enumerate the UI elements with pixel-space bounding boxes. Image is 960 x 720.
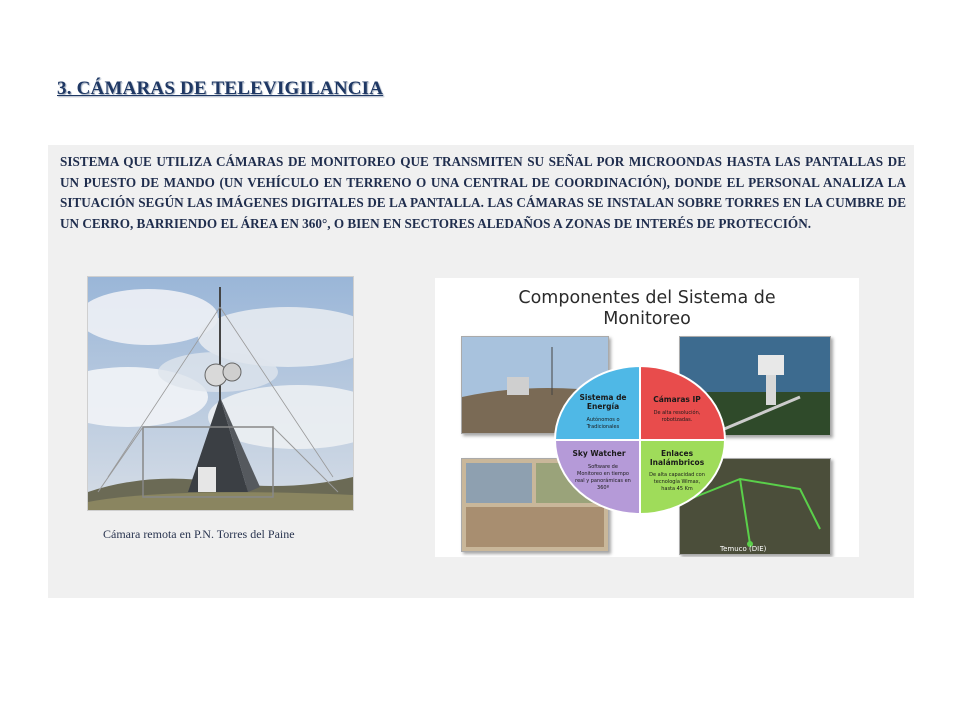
skywatcher-title: Sky Watcher: [572, 449, 626, 458]
energy-desc-2: Tradicionales: [586, 424, 620, 430]
skywatcher-desc-2: Monitoreo en tiempo: [577, 471, 629, 477]
links-desc-2: tecnología Wimax,: [653, 479, 701, 485]
tower-photo-image: [88, 277, 353, 510]
monitoring-components-diagram: [435, 278, 859, 557]
diagram-title-line2: Monitoreo: [603, 309, 691, 329]
map-label: Temuco (DIE): [720, 545, 767, 553]
links-desc-3: hasta 45 Km: [661, 486, 693, 492]
skywatcher-desc-1: Software de: [588, 464, 618, 470]
cameras-desc-2: robotizadas.: [661, 417, 693, 423]
content-panel: [48, 145, 914, 598]
energy-title-1: Sistema de: [579, 393, 627, 402]
energy-desc-1: Autónomos o: [586, 417, 620, 423]
links-title-2: Inalámbricos: [649, 458, 705, 467]
skywatcher-desc-3: real y panorámicas en: [575, 478, 631, 484]
description-paragraph: SISTEMA QUE UTILIZA CÁMARAS DE MONITOREO QUE TRANSMITEN SU SEÑAL POR MICROONDAS HASTA LAS PANTALLAS DE UN PUESTO DE MANDO (UN VEHÍCULO EN TERRENO O UNA CENTRAL DE COORDINACIÓN), DONDE EL PERSONAL ANALIZA LA SITUACIÓN SEGÚN LAS IMÁGENES DIGITALES DE LA PANTALLA. LAS CÁMARAS SE INSTALAN SOBRE TORRES EN LA CUMBRE DE UN CERRO, BARRIENDO EL ÁREA EN 360°, O BIEN EN SECTORES ALEDAÑOS A ZONAS DE INTERÉS DE PROTECCIÓN.: [60, 154, 906, 231]
photo-caption: Cámara remota en P.N. Torres del Paine: [103, 527, 295, 541]
cameras-desc-1: De alta resolución,: [653, 410, 701, 416]
diagram-title-line1: Componentes del Sistema de: [518, 288, 776, 308]
cameras-title: Cámaras IP: [653, 395, 701, 404]
tower-photo: [87, 276, 354, 511]
section-title: 3. CÁMARAS DE TELEVIGILANCIA: [57, 78, 384, 99]
skywatcher-desc-4: 360º: [597, 485, 609, 491]
links-title-1: Enlaces: [660, 449, 694, 458]
components-wheel: [553, 364, 727, 516]
energy-title-2: Energía: [586, 402, 620, 411]
links-desc-1: De alta capacidad con: [649, 472, 705, 478]
